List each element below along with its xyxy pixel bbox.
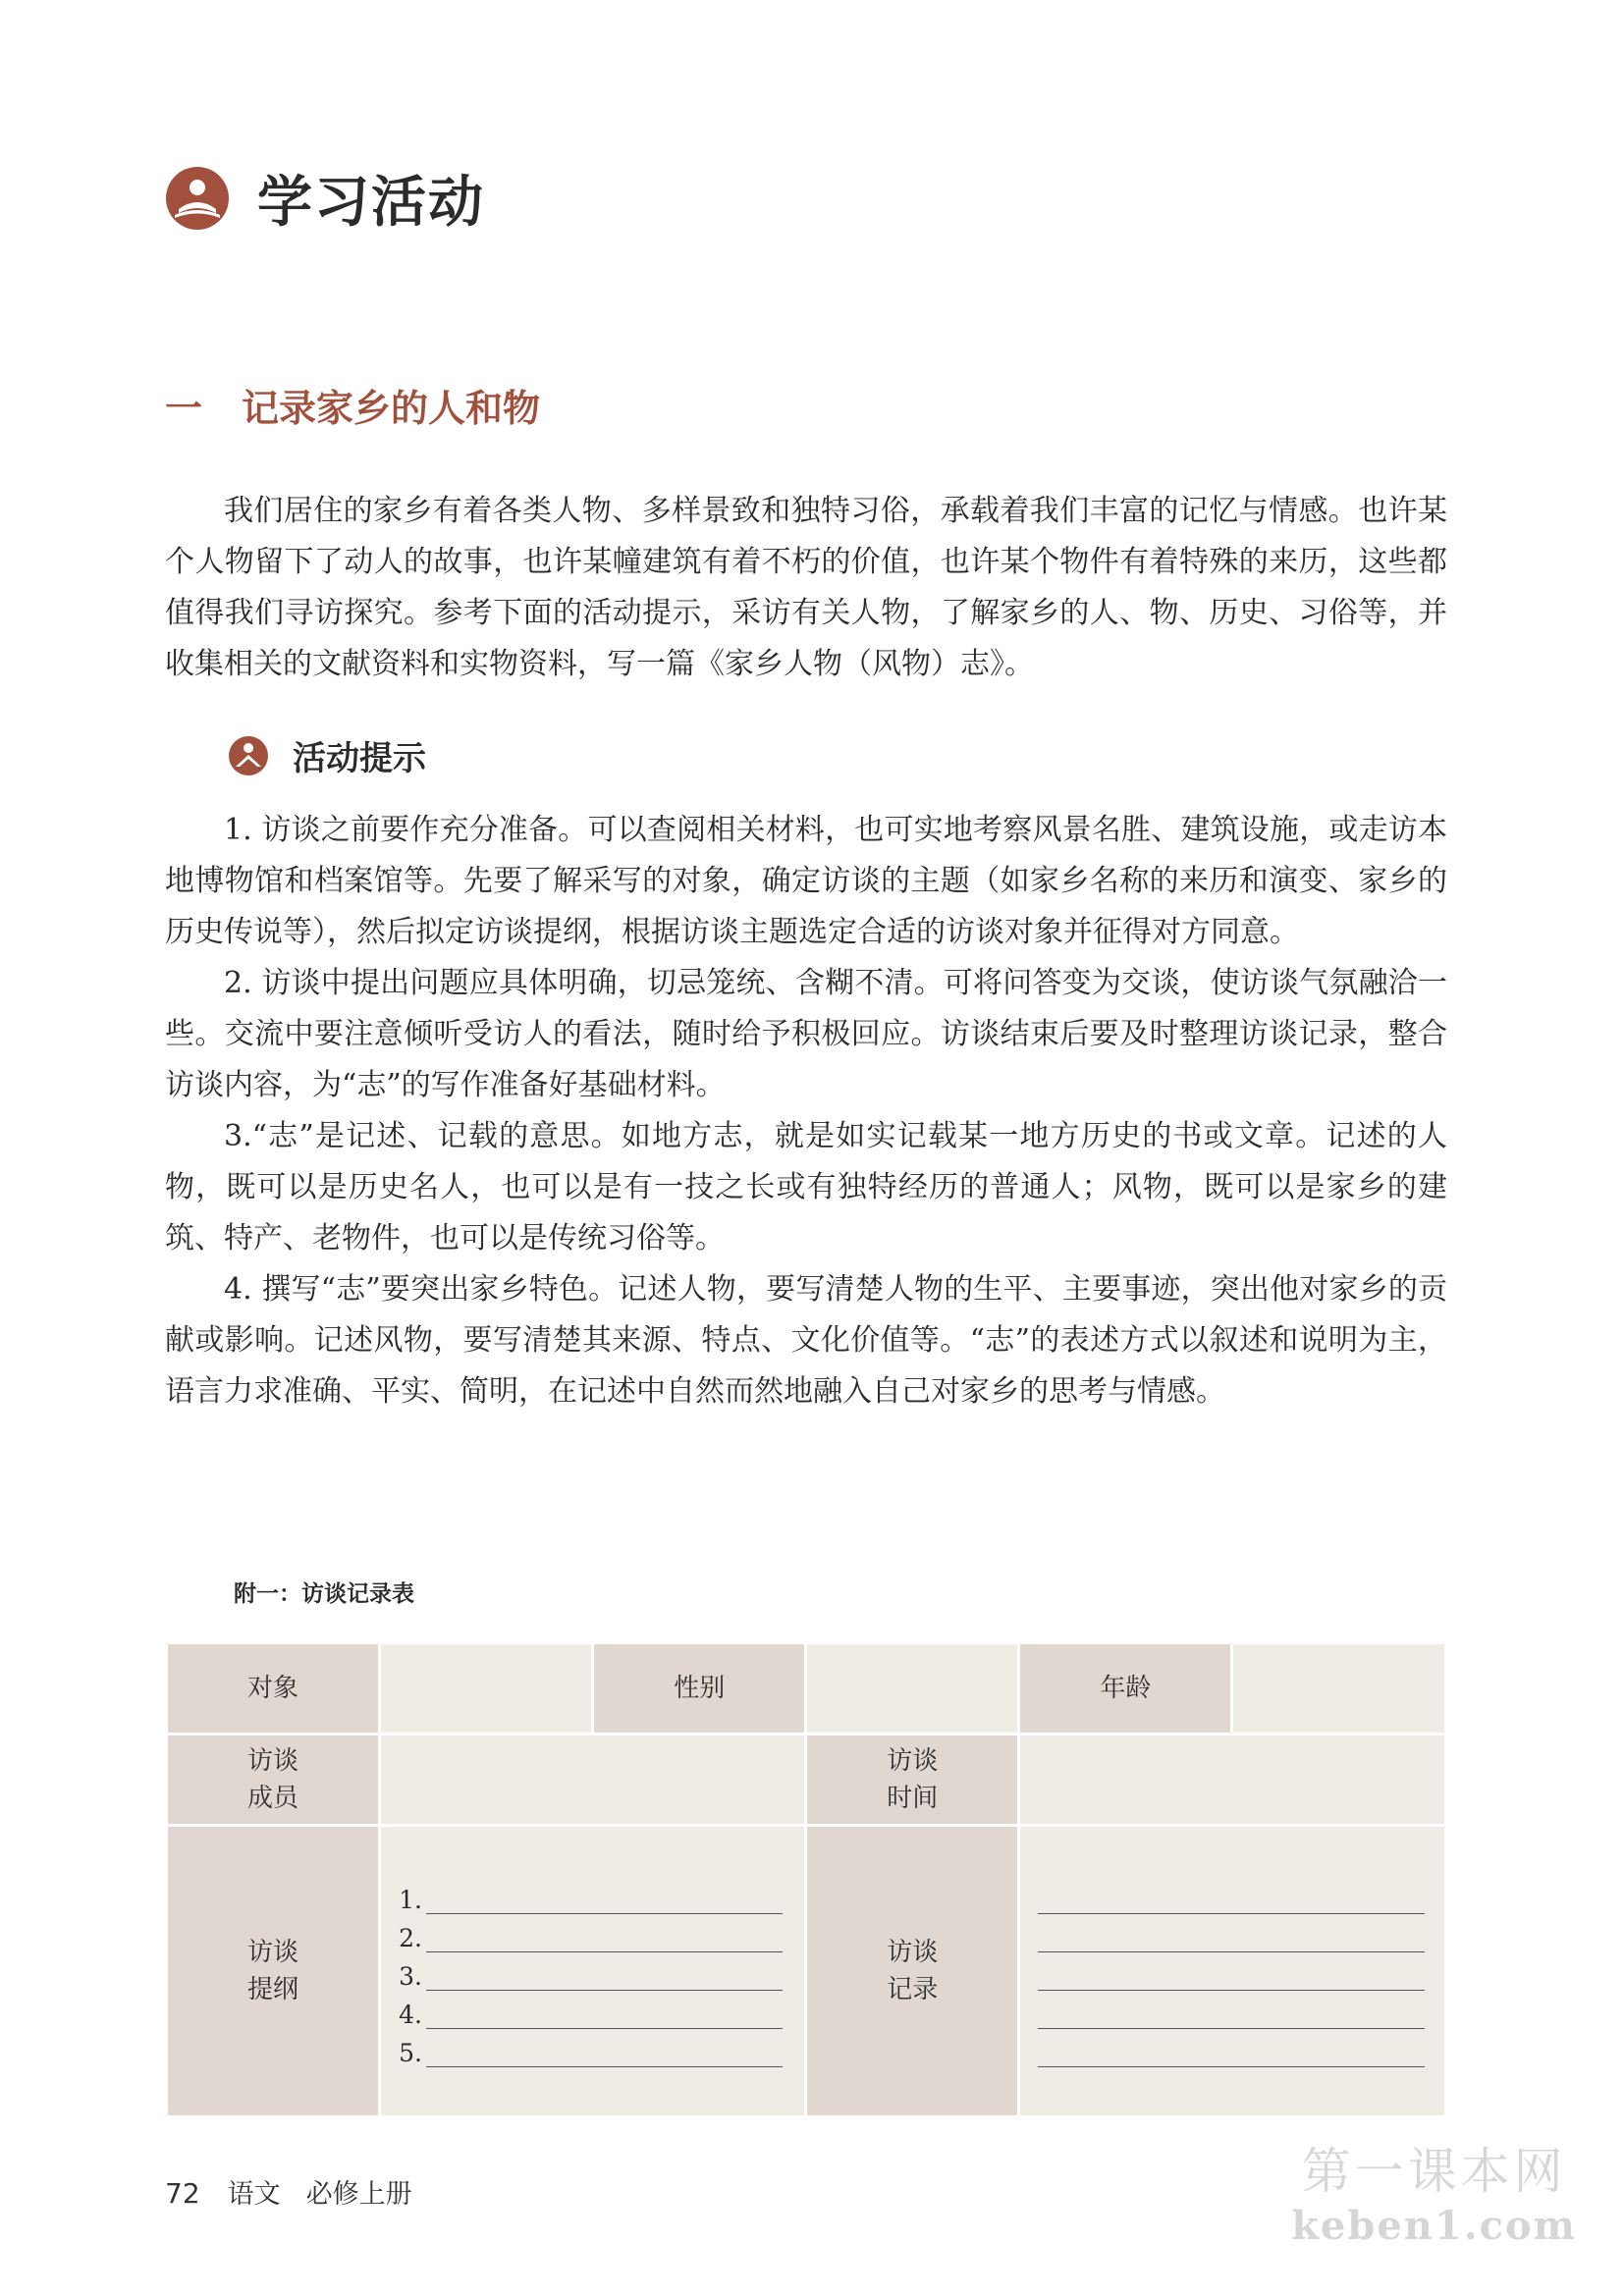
page-footer [165,2172,412,2211]
time-label-line: 时间 [887,1784,939,1813]
intro-text: 我们居住的家乡有着各类人物、多样景致和独特习俗，承载着我们丰富的记忆与情感。也许某个人物留下了动人的故事，也许某幢建筑有着不朽的价值，也许某个物件有着特殊的来历，这些都值得我们寻访探究。参考下面的活动提示，采访有关人物，了解家乡的人、物、历史、习俗等，并收集相关的文献资料和实物资料，写一篇《家乡人物（风物）志》。 [165,494,1447,681]
record-blank-line[interactable] [1038,2029,1425,2067]
outline-blank-line [426,1888,783,1914]
outline-number: 1. [399,1885,422,1914]
outline-blank-line [426,1926,783,1952]
record-label-line: 记录 [887,1975,939,2004]
reading-person-icon [165,166,230,231]
record-label [807,1827,1017,2115]
outline-row[interactable] [399,2029,783,2067]
members-label-line: 成员 [247,1784,299,1813]
subject-cell[interactable] [381,1644,591,1733]
page-number: 72 [165,2177,200,2210]
outline-number: 3. [399,1961,422,1991]
book-name: 语文 [227,2179,281,2210]
tip-person-icon [228,735,269,776]
outline-blank-line [426,2002,783,2029]
record-label-line: 访谈 [887,1938,939,1967]
age-label: 年龄 [1020,1644,1230,1733]
section-number: 一 [165,386,203,430]
page-title: 学习活动 [257,170,485,235]
record-lines [1020,1876,1444,2067]
record-blank-line[interactable] [1038,1914,1425,1952]
members-cell[interactable] [381,1735,804,1824]
outline-label [168,1827,378,2115]
tips-list [165,805,1447,1417]
tip-item: 2. 访谈中提出问题应具体明确，切忌笼统、含糊不清。可将问答变为交谈，使访谈气氛融洽一些。交流中要注意倾听受访人的看法，随时给予积极回应。访谈结束后要及时整理访谈记录，整合访谈内容，为“志”的写作准备好基础材料。 [165,966,1447,1102]
gender-cell[interactable] [807,1644,1017,1733]
outline-number: 5. [399,2038,422,2067]
record-blank-line[interactable] [1038,1991,1425,2029]
watermark-url: keben1.com [1291,2203,1577,2249]
table-caption: 附一：访谈记录表 [234,1581,414,1607]
outline-number: 4. [399,2000,422,2029]
age-cell[interactable] [1233,1644,1444,1733]
section-title-text: 记录家乡的人和物 [242,386,541,430]
time-cell[interactable] [1020,1735,1444,1824]
outline-row[interactable] [399,1952,783,1991]
outline-label-line: 访谈 [247,1938,299,1967]
time-label [807,1735,1017,1824]
interview-record-table [165,1641,1447,2118]
tip-item: 1. 访谈之前要作充分准备。可以查阅相关材料，也可实地考察风景名胜、建筑设施，或走访本地博物馆和档案馆等。先要了解采写的对象，确定访谈的主题（如家乡名称的来历和演变、家乡的历史传说等），然后拟定访谈提纲，根据访谈主题选定合适的访谈对象并征得对方同意。 [165,813,1447,949]
outline-list [381,1876,804,2067]
outline-cell [381,1827,804,2115]
outline-row[interactable] [399,1914,783,1952]
time-label-line: 访谈 [887,1746,939,1776]
record-cell [1020,1827,1444,2115]
outline-number: 2. [399,1923,422,1952]
book-volume: 必修上册 [305,2179,412,2210]
record-blank-line[interactable] [1038,1952,1425,1991]
page-header [165,159,485,238]
members-label [168,1735,378,1824]
record-blank-line[interactable] [1038,1876,1425,1914]
tip-item: 3.“志”是记述、记载的意思。如地方志，就是如实记载某一地方历史的书或文章。记述的人物，既可以是历史名人，也可以是有一技之长或有独特经历的普通人；风物，既可以是家乡的建筑、特产、老物件，也可以是传统习俗等。 [165,1119,1447,1255]
tip-item: 4. 撰写“志”要突出家乡特色。记述人物，要写清楚人物的生平、主要事迹，突出他对家乡的贡献或影响。记述风物，要写清楚其来源、特点、文化价值等。“志”的表述方式以叙述和说明为主，语言力求准确、平实、简明，在记述中自然而然地融入自己对家乡的思考与情感。 [165,1272,1447,1409]
tips-heading-text: 活动提示 [293,739,426,778]
section-title [165,378,540,432]
intro-paragraph [165,486,1447,690]
outline-blank-line [426,1964,783,1991]
outline-label-line: 提纲 [247,1975,299,2004]
gender-label: 性别 [594,1644,804,1733]
outline-row[interactable] [399,1876,783,1914]
watermark [1291,2132,1577,2249]
outline-row[interactable] [399,1991,783,2029]
subject-label: 对象 [168,1644,378,1733]
members-label-line: 访谈 [247,1746,299,1776]
outline-blank-line [426,2041,783,2067]
watermark-name: 第一课本网 [1301,2143,1567,2200]
tips-heading [228,731,426,779]
